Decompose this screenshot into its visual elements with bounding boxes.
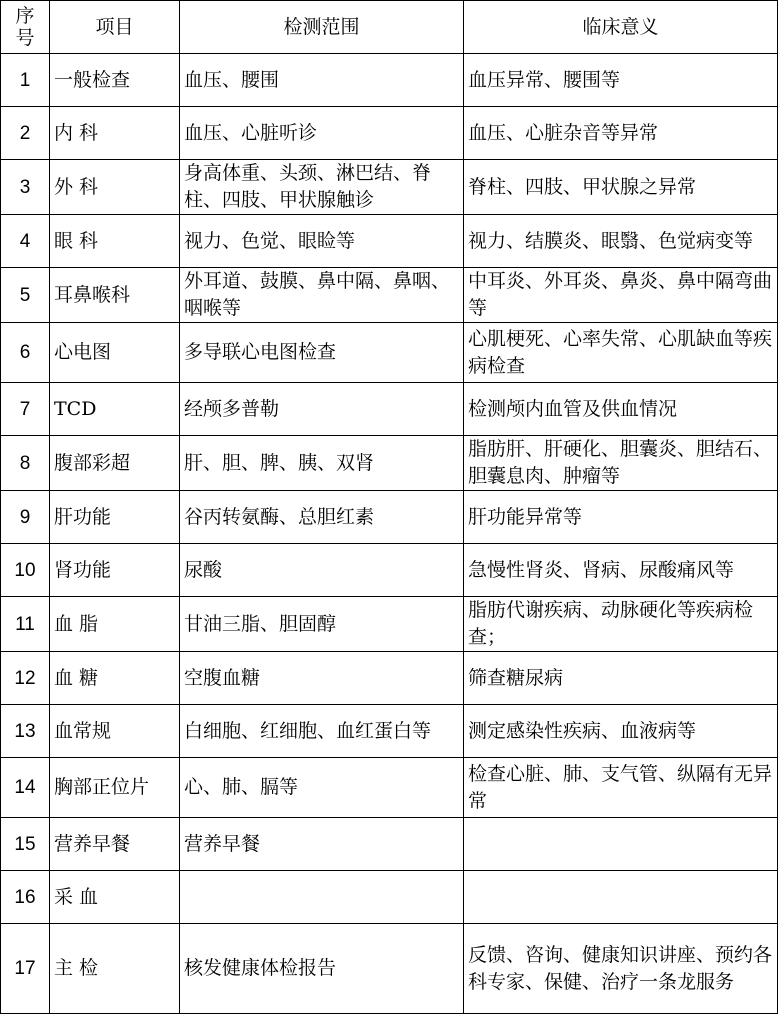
row-number: 10 <box>1 544 50 597</box>
row-meaning: 脂肪代谢疾病、动脉硬化等疾病检查； <box>464 597 778 652</box>
row-range: 尿酸 <box>180 544 464 597</box>
row-item: 肝功能 <box>50 491 180 544</box>
row-number: 17 <box>1 924 50 1014</box>
row-range: 白细胞、红细胞、血红蛋白等 <box>180 705 464 758</box>
row-meaning: 血压、心脏杂音等异常 <box>464 107 778 160</box>
row-number: 5 <box>1 268 50 323</box>
table-row <box>1 436 778 491</box>
row-range: 视力、色觉、眼睑等 <box>180 215 464 268</box>
row-item: 一般检查 <box>50 54 180 107</box>
row-number: 16 <box>1 871 50 924</box>
row-range: 经颅多普勒 <box>180 383 464 436</box>
row-item: 肾功能 <box>50 544 180 597</box>
table-row <box>1 597 778 652</box>
row-meaning <box>464 871 778 924</box>
row-range: 营养早餐 <box>180 818 464 871</box>
table-row <box>1 544 778 597</box>
row-item: 眼 科 <box>50 215 180 268</box>
row-range: 核发健康体检报告 <box>180 924 464 1014</box>
row-item: 外 科 <box>50 160 180 215</box>
row-number: 6 <box>1 323 50 383</box>
row-number: 14 <box>1 758 50 818</box>
row-range: 外耳道、鼓膜、鼻中隔、鼻咽、咽喉等 <box>180 268 464 323</box>
table-row <box>1 871 778 924</box>
table-row <box>1 491 778 544</box>
row-number: 3 <box>1 160 50 215</box>
row-range: 空腹血糖 <box>180 652 464 705</box>
row-number: 7 <box>1 383 50 436</box>
table-row <box>1 160 778 215</box>
row-number: 11 <box>1 597 50 652</box>
row-meaning: 中耳炎、外耳炎、鼻炎、鼻中隔弯曲等 <box>464 268 778 323</box>
row-meaning: 脊柱、四肢、甲状腺之异常 <box>464 160 778 215</box>
header-range: 检测范围 <box>180 1 464 54</box>
row-item: 营养早餐 <box>50 818 180 871</box>
row-item: 血 糖 <box>50 652 180 705</box>
row-range: 多导联心电图检查 <box>180 323 464 383</box>
header-row <box>1 1 778 54</box>
row-number: 12 <box>1 652 50 705</box>
row-meaning: 视力、结膜炎、眼翳、色觉病变等 <box>464 215 778 268</box>
row-meaning: 肝功能异常等 <box>464 491 778 544</box>
table-row <box>1 818 778 871</box>
row-meaning: 脂肪肝、肝硬化、胆囊炎、胆结石、胆囊息肉、肿瘤等 <box>464 436 778 491</box>
table-row <box>1 268 778 323</box>
row-item: 胸部正位片 <box>50 758 180 818</box>
row-item: 血常规 <box>50 705 180 758</box>
row-meaning <box>464 818 778 871</box>
row-item: 耳鼻喉科 <box>50 268 180 323</box>
header-no: 序号 <box>1 1 50 54</box>
table-row <box>1 705 778 758</box>
row-item: 主 检 <box>50 924 180 1014</box>
row-range: 身高体重、头颈、淋巴结、脊柱、四肢、甲状腺触诊 <box>180 160 464 215</box>
row-number: 1 <box>1 54 50 107</box>
table-row <box>1 107 778 160</box>
row-meaning: 反馈、咨询、健康知识讲座、预约各科专家、保健、治疗一条龙服务 <box>464 924 778 1014</box>
row-range: 心、肺、膈等 <box>180 758 464 818</box>
row-range: 谷丙转氨酶、总胆红素 <box>180 491 464 544</box>
row-range: 甘油三脂、胆固醇 <box>180 597 464 652</box>
row-number: 2 <box>1 107 50 160</box>
row-item: 腹部彩超 <box>50 436 180 491</box>
row-range: 血压、心脏听诊 <box>180 107 464 160</box>
row-item: TCD <box>50 383 180 436</box>
header-item: 项目 <box>50 1 180 54</box>
row-range: 肝、胆、脾、胰、双肾 <box>180 436 464 491</box>
table-row <box>1 215 778 268</box>
row-number: 4 <box>1 215 50 268</box>
row-meaning: 心肌梗死、心率失常、心肌缺血等疾病检查 <box>464 323 778 383</box>
row-meaning: 检测颅内血管及供血情况 <box>464 383 778 436</box>
row-item: 采 血 <box>50 871 180 924</box>
table-row <box>1 383 778 436</box>
row-item: 内 科 <box>50 107 180 160</box>
table-body <box>1 54 778 1014</box>
row-number: 8 <box>1 436 50 491</box>
row-item: 心电图 <box>50 323 180 383</box>
row-range <box>180 871 464 924</box>
row-number: 15 <box>1 818 50 871</box>
row-range: 血压、腰围 <box>180 54 464 107</box>
row-item: 血 脂 <box>50 597 180 652</box>
table-row <box>1 924 778 1014</box>
row-meaning: 筛查糖尿病 <box>464 652 778 705</box>
table-row <box>1 758 778 818</box>
row-number: 9 <box>1 491 50 544</box>
header-meaning: 临床意义 <box>464 1 778 54</box>
row-meaning: 血压异常、腰围等 <box>464 54 778 107</box>
table-row <box>1 652 778 705</box>
table-row <box>1 54 778 107</box>
row-number: 13 <box>1 705 50 758</box>
row-meaning: 检查心脏、肺、支气管、纵隔有无异常 <box>464 758 778 818</box>
row-meaning: 急慢性肾炎、肾病、尿酸痛风等 <box>464 544 778 597</box>
row-meaning: 测定感染性疾病、血液病等 <box>464 705 778 758</box>
table-row <box>1 323 778 383</box>
